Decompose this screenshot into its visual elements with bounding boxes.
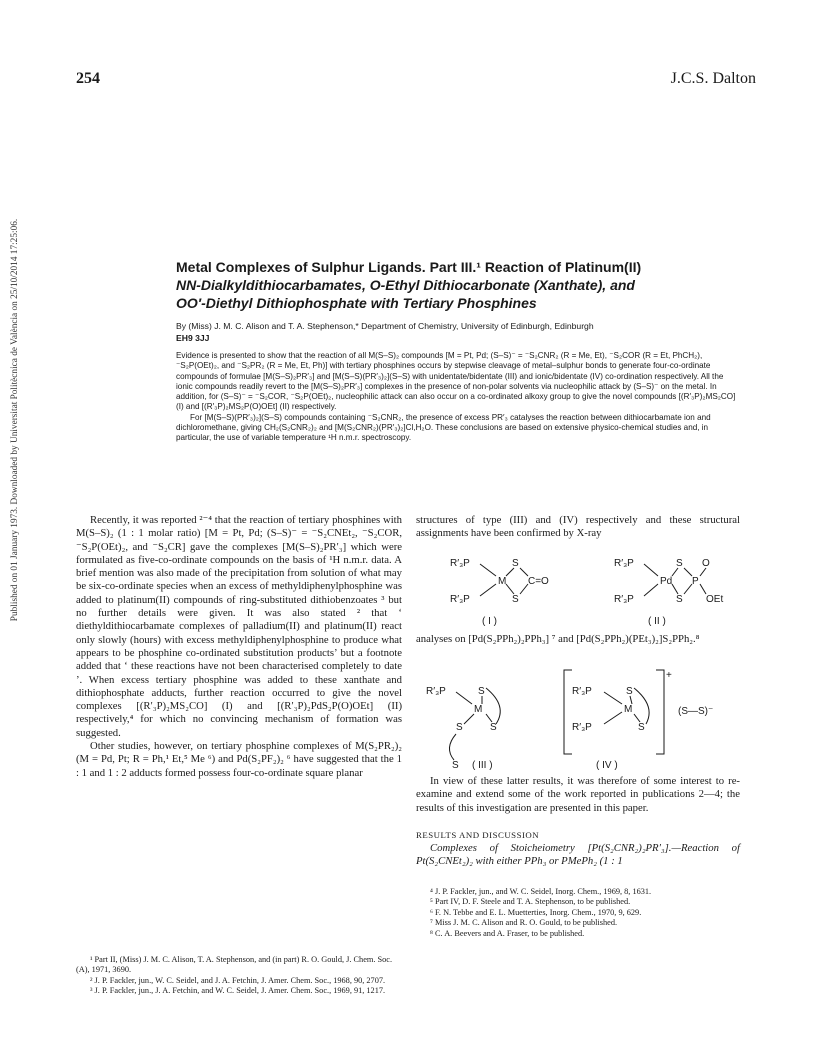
structures-iii-iv [416, 666, 742, 772]
section-heading: RESULTS AND DISCUSSION [416, 829, 540, 840]
footnote: ² J. P. Fackler, jun., W. C. Seidel, and J. A. Fetchin, J. Amer. Chem. Soc., 1968, 90, 2707. [90, 975, 386, 985]
sulphur-label: S [512, 558, 519, 569]
palladium-label: Pd [660, 576, 673, 587]
sulphur-label: S [676, 594, 683, 605]
authors-line-1: By (Miss) J. M. C. Alison and T. A. Stephenson,* Department of Chemistry, University of Edinburgh, Edinburgh [176, 321, 594, 331]
sulphur-label: S [512, 594, 519, 605]
footnote: ⁶ F. N. Tebbe and E. L. Muetterties, Inorg. Chem., 1970, 9, 629. [430, 907, 642, 917]
authors [176, 320, 746, 344]
article-title [176, 258, 756, 312]
sulphur-label: S [490, 722, 497, 733]
intro-paragraph-1: Recently, it was reported ²⁻⁴ that the reaction of tertiary phosphines with M(S–S)₂ (1 : 1 molar ratio) [M = Pt, Pd; (S–S)⁻ = ⁻S₂CNEt₂, ⁻S₂COR, ⁻S₂P(OEt)₂, and ⁻S₂CR] gave the complexes [M(S–S)₂PR′₃] which were formulated as five-co-ordinate compounds on the basis of ¹H n.m.r. data. A brief mention was also made of the precipitation from solution of what may be six-co-ordinate species when an excess of methyldiphenylphosphine was added to platinum(II) compounds of ring-substituted dithiobenzoates ³ but no further details were given. It was also stated ² that ‘ diethyldithiocarbamate complexes of palladium(II) and platinum(II) react only slowly (hours) with excess methyldiphenylphosphine to produce what appears to be phosphine co-ordinated substitution products’ but a footnote added that ‘ these reactions have not been characterised completely to date ’. When excess tertiary phosphine was added to these xanthate and dithiophosphate adducts, further reaction occurred to give the novel complexes [(R′₃P)₂MS₂CO] (I) and [(R′₃P)₂PdS₂P(O)OEt] (II) respectively,⁴ for which no convincing mechanism of formation was suggested. [76, 514, 402, 739]
metal-label: M [624, 704, 633, 715]
footnote: ⁷ Miss J. M. C. Alison and R. O. Gould, to be published. [430, 918, 618, 928]
metal-label: M [498, 576, 507, 587]
ligand-label: R′₃P [450, 594, 470, 605]
sulphur-label: S [452, 760, 459, 771]
structure-label-ii: ( II ) [648, 616, 666, 627]
footnote: ⁸ C. A. Beevers and A. Fraser, to be published. [430, 928, 585, 938]
footnote: ¹ Part II, (Miss) J. M. C. Alison, T. A. Stephenson, and (in part) R. O. Gould, J. Chem. Soc. (A), 1971, 3690. [76, 955, 393, 975]
abstract-paragraph-1: Evidence is presented to show that the reaction of all M(S–S)₂ compounds [M = Pt, Pd; (S–S)⁻ = ⁻S₂CNR₂ (R = Me, Et), ⁻S₂COR (R = Et, PhCH₂), ⁻S₂P(OEt)₂, and ⁻S₂PR₂ (R = Me, Et, Ph)] with tertiary phosphines occurs by stepwise cleavage of metal–sulphur bonds to generate four-co-ordinate compounds of formulae [M(S–S)₂PR′₃] and [M(S–S)(PR′₃)₂](S–S) with unidentate/bidentate (III) and ionic/bidentate (IV) co-ordination respectively. All the ionic compounds readily revert to the [M(S–S)₂PR′₃] complexes in the presence of non-polar solvents via nucleophilic attack by (S–S)⁻ on the metal. In addition, for (S–S)⁻ = ⁻S₂COR, ⁻S₂P(OEt)₂, nucleophilic attack can also occur on a co-ordinated alkoxy group to give the novel compounds [(R′₃P)₂MS₂CO] (I) and [(R′₃P)₂MS₂P(O)OEt] (II) respectively. [176, 351, 736, 412]
counterion-label: (S—S)⁻ [678, 706, 714, 717]
charge-plus: + [666, 670, 672, 681]
phosphorus-label: P [692, 576, 699, 587]
download-watermark: Published on 01 January 1973. Downloaded by Universitat Politècnica de València on 25/10/2014 17:25:06. [10, 218, 20, 622]
footnote: ⁴ J. P. Fackler, jun., and W. C. Seidel, Inorg. Chem., 1969, 8, 1631. [430, 887, 652, 896]
structure-label-iv: ( IV ) [596, 760, 618, 771]
right-column-top: structures of type (III) and (IV) respectively and these structural assignments have been confirmed by X-ray [416, 514, 740, 540]
title-line-2: NN-Dialkyldithiocarbamates, O-Ethyl Dithiocarbonate (Xanthate), and [176, 277, 635, 293]
ethoxy-label: OEt [706, 594, 724, 605]
title-line-1: Metal Complexes of Sulphur Ligands. Part III.¹ Reaction of Platinum(II) [176, 259, 642, 275]
authors-line-2: EH9 3JJ [176, 333, 210, 343]
footnote: ⁵ Part IV, D. F. Steele and T. A. Stephenson, to be published. [430, 897, 631, 907]
sulphur-label: S [478, 686, 485, 697]
right-column-bottom [416, 775, 740, 869]
intro-paragraph-2: Other studies, however, on tertiary phosphine complexes of M(S₂PR₂)₂ (M = Pd, Pt; R = Ph,¹ Et,⁵ Me ⁶) and Pd(S₂PF₂)₂ ⁶ have suggested that the 1 : 1 and 1 : 2 adducts formed possess four-co-ordinate square planar [76, 740, 402, 779]
conclusion-paragraph: In view of these latter results, it was therefore of some interest to re-examine and extend some of the work reported in publications 2—4; the results of this investigation are presented in this paper. [416, 775, 740, 814]
metal-label: M [474, 704, 483, 715]
ligand-label: R′₃P [614, 558, 634, 569]
footnotes-left [76, 955, 402, 997]
footnote: ³ J. P. Fackler, jun., J. A. Fetchin, and W. C. Seidel, J. Amer. Chem. Soc., 1969, 91, 1217. [90, 986, 386, 996]
ligand-label: R′₃P [450, 558, 470, 569]
sulphur-label: S [456, 722, 463, 733]
structure-label-i: ( I ) [482, 616, 497, 627]
journal-name: J.C.S. Dalton [670, 70, 756, 87]
ligand-label: R′₃P [572, 722, 592, 733]
sulphur-label: S [676, 558, 683, 569]
right-column-middle: analyses on [Pd(S₂PPh₂)₂PPh₃] ⁷ and [Pd(S₂PPh₂)(PEt₃)₂]S₂PPh₂.⁸ [416, 633, 700, 645]
oxygen-label: O [702, 558, 710, 569]
sulphur-label: S [626, 686, 633, 697]
structure-label-iii: ( III ) [472, 760, 493, 771]
ligand-label: R′₃P [572, 686, 592, 697]
abstract [176, 351, 742, 444]
ligand-label: R′₃P [614, 594, 634, 605]
abstract-paragraph-2: For [M(S–S)(PR′₃)₂](S–S) compounds containing ⁻S₂CNR₂, the presence of excess PR′₃ catalyses the reaction between dithiocarbamate ion and dichloromethane, giving CH₂(S₂CNR₂)₂ and [M(S₂CNR₂)(PR′₃)₂]Cl,H₂O. These conclusions are based on extensive physico-chemical studies and, in particular, the use of variable temperature ¹H n.m.r. spectroscopy. [176, 412, 711, 443]
subsection-paragraph: Complexes of Stoicheiometry [Pt(S₂CNR₂)₂PR′₃].—Reaction of Pt(S₂CNEt₂)₂ with either PPh₃ or PMePh₂ (1 : 1 [416, 842, 740, 868]
structures-i-ii [416, 538, 742, 630]
left-column [76, 514, 402, 780]
footnotes-right [416, 887, 740, 939]
ligand-label: R′₃P [426, 686, 446, 697]
title-line-3: OO′-Diethyl Dithiophosphate with Tertiary Phosphines [176, 295, 537, 311]
page-number: 254 [76, 70, 100, 87]
carbonyl-label: C=O [528, 576, 549, 587]
sulphur-label: S [638, 722, 645, 733]
